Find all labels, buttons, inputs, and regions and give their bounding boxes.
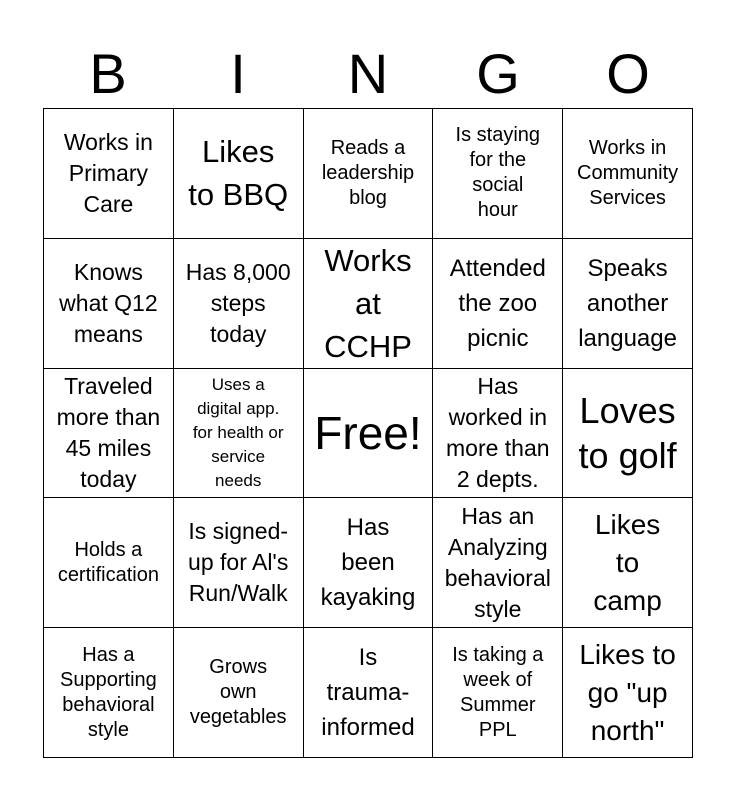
bingo-cell[interactable]	[563, 628, 693, 758]
bingo-cell[interactable]	[433, 628, 563, 758]
bingo-cell[interactable]	[44, 498, 174, 628]
cell-text: Holds a certification	[57, 538, 159, 586]
bingo-cell[interactable]	[304, 628, 434, 758]
cell-text: Is trauma- informed	[321, 644, 415, 742]
header-letter-n: N	[347, 42, 389, 105]
bingo-cell[interactable]	[174, 369, 304, 499]
bingo-cell[interactable]	[563, 369, 693, 499]
bingo-cell[interactable]	[44, 239, 174, 369]
bingo-header	[43, 40, 693, 108]
bingo-cell[interactable]	[433, 369, 563, 499]
cell-text: Traveled more than 45 miles today	[56, 372, 161, 492]
cell-text: Has an Analyzing behavioral style	[444, 502, 551, 622]
bingo-cell[interactable]	[304, 498, 434, 628]
cell-text: Works in Primary Care	[63, 128, 153, 217]
cell-text: Is taking a week of Summer PPL	[452, 643, 544, 741]
cell-text: Speaks another language	[578, 254, 677, 352]
cell-text: Has been kayaking	[320, 514, 416, 612]
header-letter-i: I	[230, 42, 246, 105]
header-letter-b: B	[89, 42, 127, 105]
header-letter-o: O	[606, 42, 650, 105]
bingo-cell[interactable]	[563, 239, 693, 369]
bingo-cell[interactable]	[433, 498, 563, 628]
bingo-cell[interactable]	[44, 109, 174, 239]
bingo-cell[interactable]	[44, 628, 174, 758]
cell-text: Is staying for the social hour	[455, 124, 541, 222]
cell-text: Has 8,000 steps today	[185, 258, 291, 347]
bingo-grid	[43, 108, 693, 758]
cell-text: Is signed- up for Al's Run/Walk	[188, 518, 289, 607]
cell-text: Likes to camp	[593, 508, 662, 616]
bingo-cell[interactable]	[563, 498, 693, 628]
cell-text: Works in Community Services	[577, 136, 679, 209]
cell-text: Knows what Q12 means	[59, 258, 158, 347]
bingo-cell[interactable]	[304, 109, 434, 239]
bingo-cell[interactable]	[174, 628, 304, 758]
bingo-cell[interactable]	[433, 109, 563, 239]
cell-text: Likes to BBQ	[188, 134, 289, 213]
cell-text: Uses a digital app. for health or service needs	[192, 374, 284, 490]
header-letter-g: G	[476, 42, 520, 105]
bingo-cell[interactable]	[433, 239, 563, 369]
bingo-cell[interactable]	[44, 369, 174, 499]
bingo-cell[interactable]	[174, 498, 304, 628]
free-space-text: Free!	[314, 406, 422, 459]
bingo-cell[interactable]	[304, 239, 434, 369]
cell-text: Reads a leadership blog	[321, 136, 415, 209]
free-space[interactable]	[304, 369, 434, 499]
cell-text: Has worked in more than 2 depts.	[446, 372, 550, 492]
cell-text: Has a Supporting behavioral style	[60, 643, 157, 741]
cell-text: Attended the zoo picnic	[449, 254, 546, 352]
bingo-cell[interactable]	[174, 239, 304, 369]
cell-text: Grows own vegetables	[189, 656, 287, 729]
cell-text: Works at CCHP	[324, 242, 412, 364]
bingo-cell[interactable]	[563, 109, 693, 239]
cell-text: Likes to go "up north"	[579, 638, 676, 746]
bingo-cell[interactable]	[174, 109, 304, 239]
cell-text: Loves to golf	[578, 389, 677, 476]
